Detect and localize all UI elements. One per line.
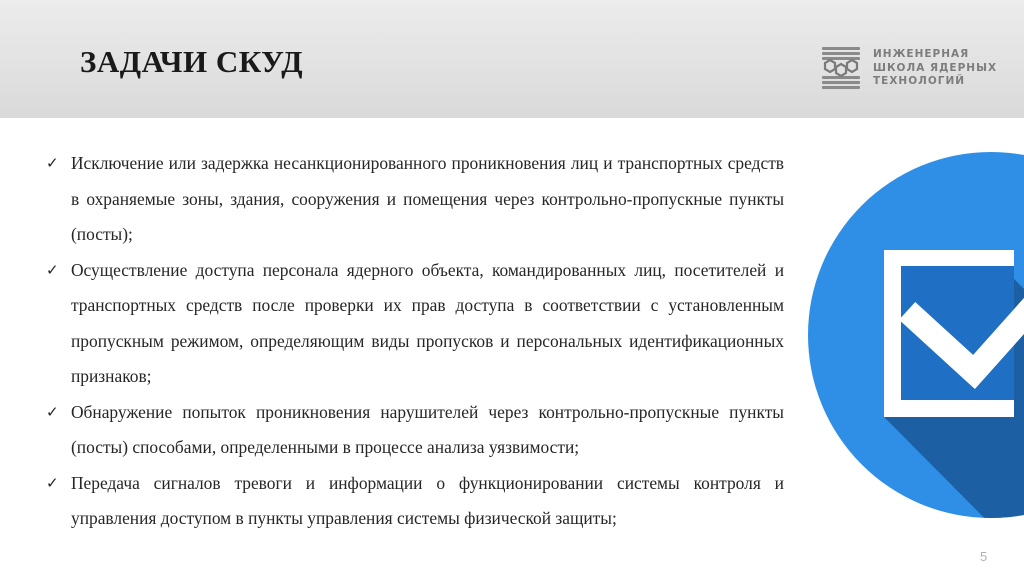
- logo-line: ИНЖЕНЕРНАЯ: [873, 48, 970, 60]
- logo-text: [873, 48, 1013, 89]
- list-item: [46, 466, 784, 537]
- logo-line: ТЕХНОЛОГИЙ: [873, 75, 966, 87]
- check-mark-icon: ✓: [46, 154, 59, 172]
- list-item-text: Обнаружение попыток проникновения нарушителей через контрольно-пропускные пункты (посты) способами, определенными в процессе анализа уязвимости;: [71, 401, 784, 457]
- check-mark-icon: ✓: [46, 402, 59, 421]
- school-logo: [820, 46, 1010, 90]
- list-item: [46, 253, 784, 395]
- list-item-text: Исключение или задержка несанкционированного проникновения лиц и транспортных средств в охраняемые зоны, здания, сооружения и помещения через контрольно-пропускные пункты (посты);: [71, 153, 784, 244]
- check-mark-icon: ✓: [46, 260, 59, 279]
- list-item: [46, 146, 784, 253]
- page-title: ЗАДАЧИ СКУД: [80, 44, 304, 79]
- page-number: 5: [980, 549, 988, 564]
- checkbox-checked-icon: [808, 152, 1024, 518]
- check-mark-icon: ✓: [46, 473, 59, 492]
- atom-hexagon-logo-icon: [820, 46, 862, 90]
- logo-line: ШКОЛА ЯДЕРНЫХ: [873, 61, 998, 74]
- list-item: [46, 395, 784, 466]
- task-list: [46, 146, 784, 537]
- list-item-text: Осуществление доступа персонала ядерного объекта, командированных лиц, посетителей и транспортных средств после проверки их прав доступа в соответствии с установленным пропускным режимом, определяющим виды пропусков и персональных идентификационных признаков;: [71, 259, 784, 386]
- header-bar: [0, 0, 1024, 118]
- list-item-text: Передача сигналов тревоги и информации о функционировании системы контроля и управления доступом в пункты управления системы физической защиты;: [71, 472, 784, 528]
